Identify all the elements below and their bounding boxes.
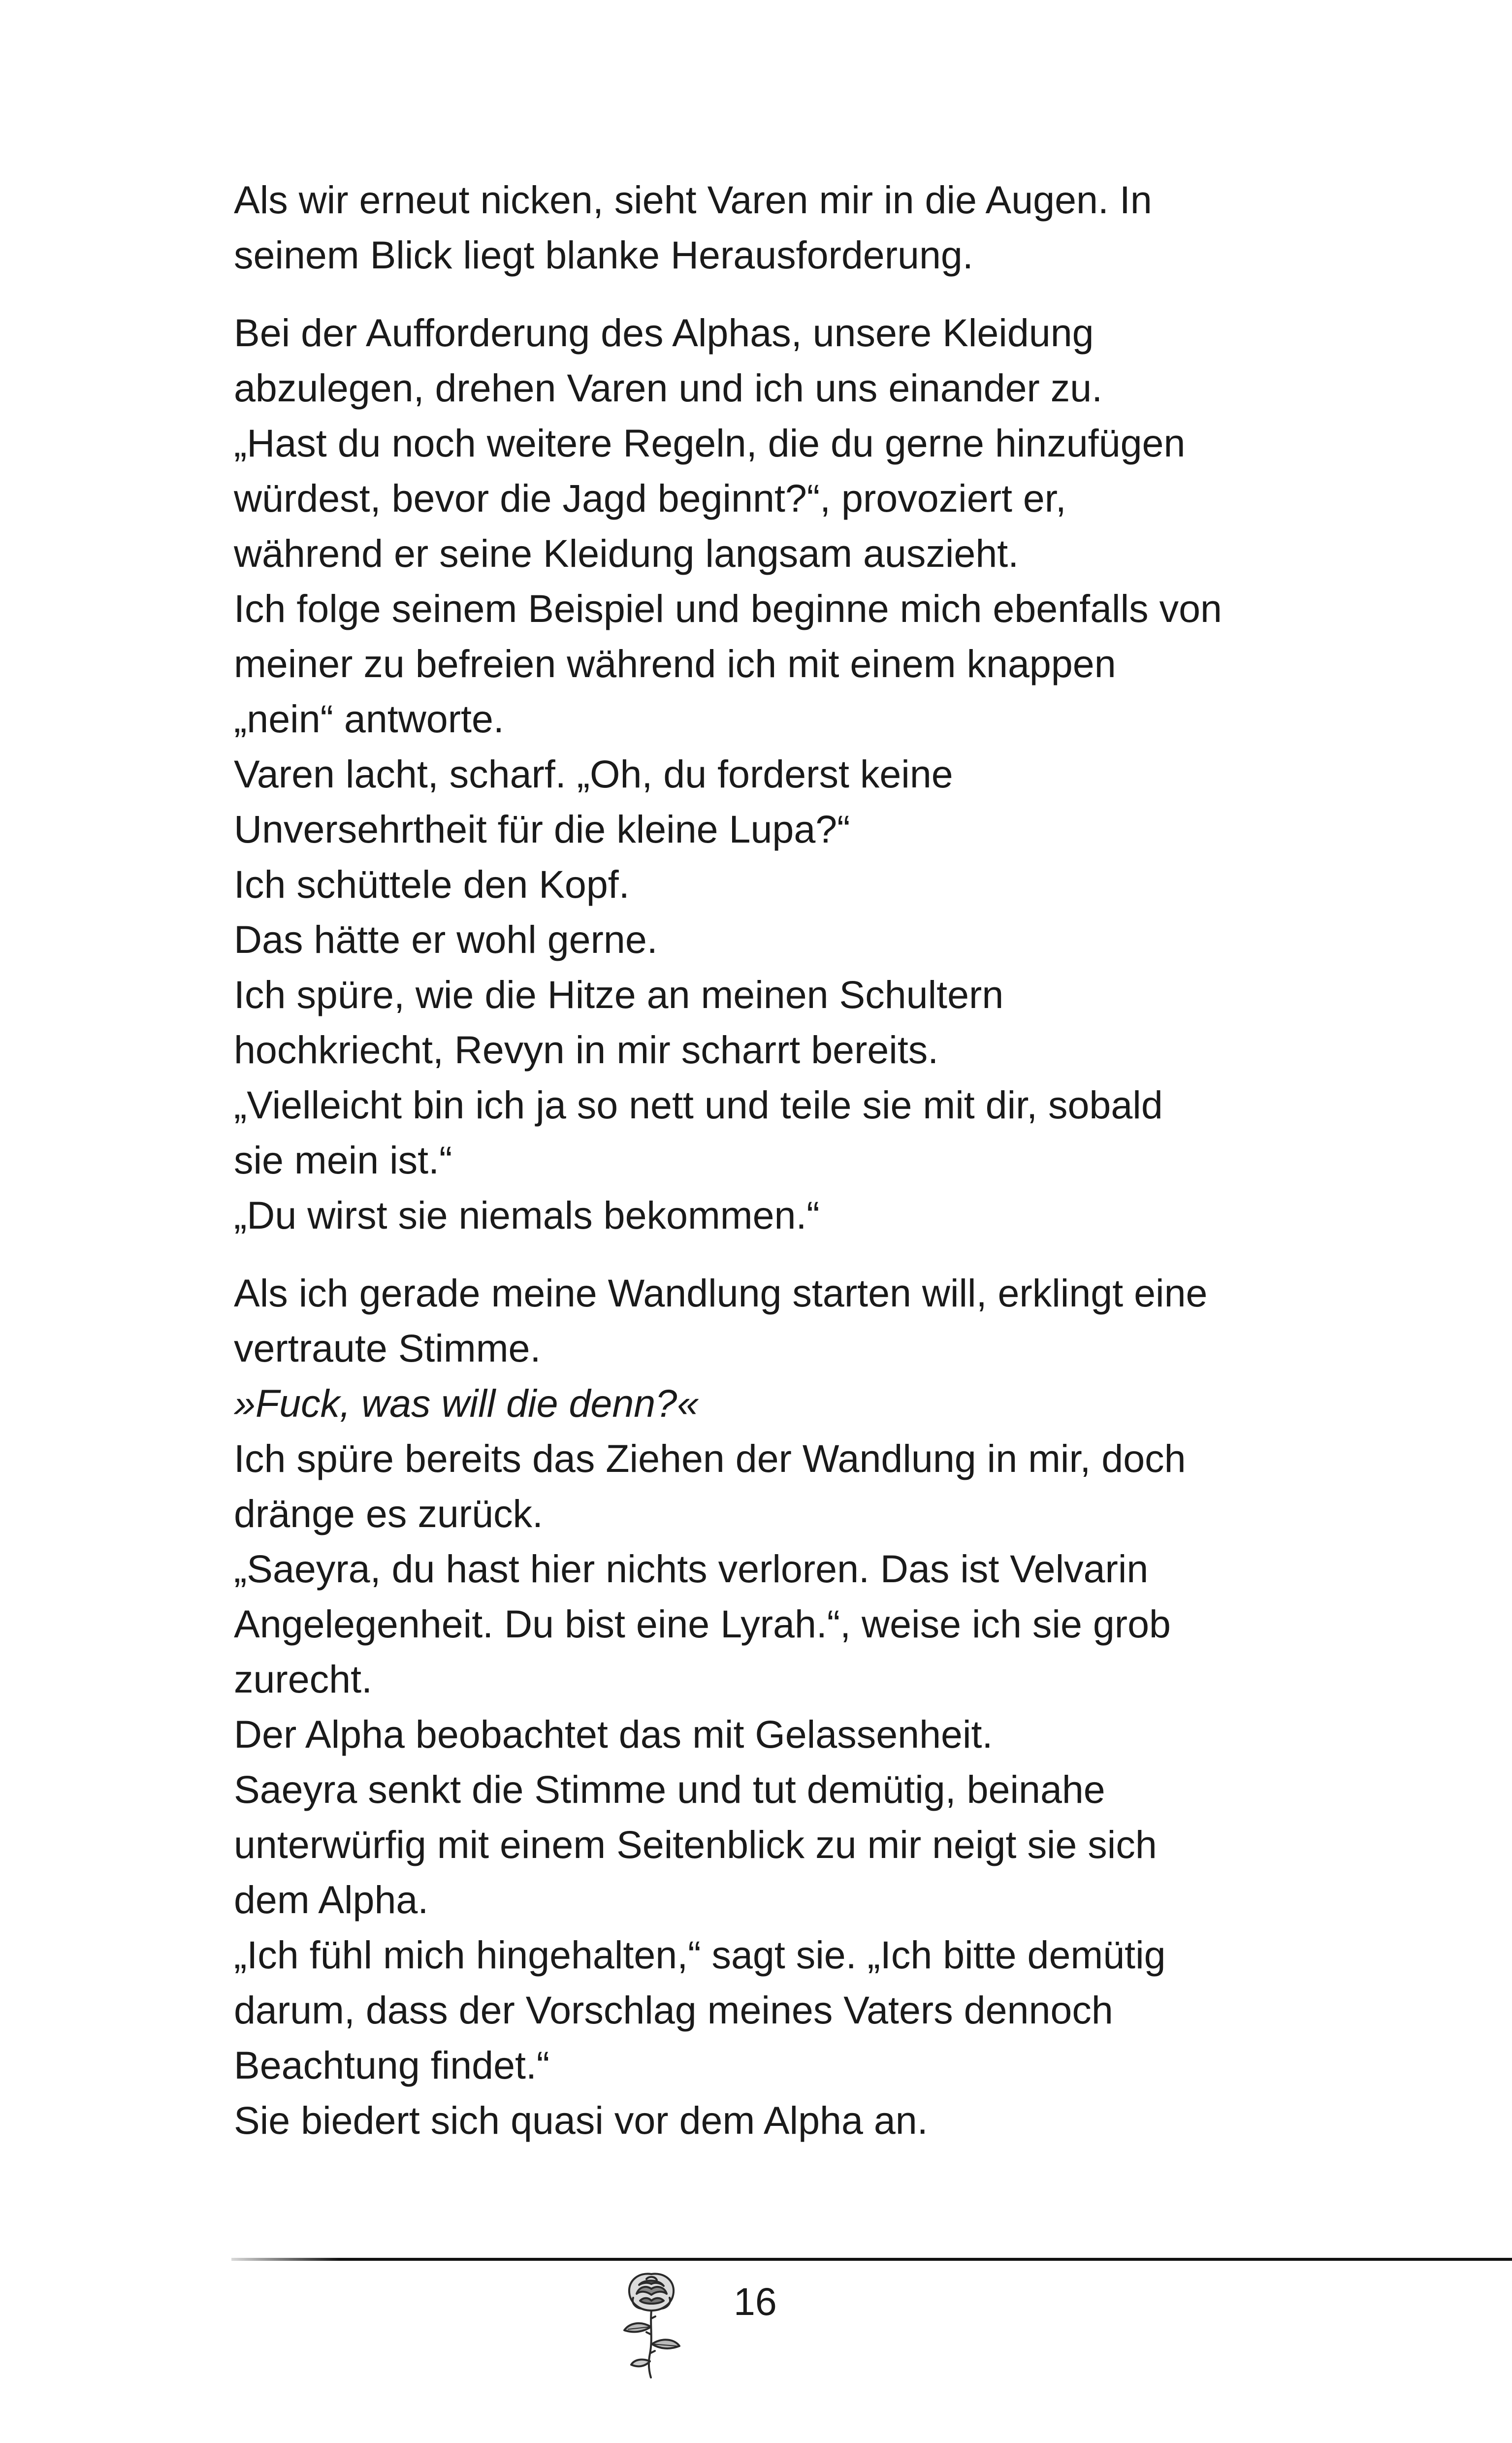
text-line: Saeyra senkt die Stimme und tut demütig, beinahe: [234, 1767, 1105, 1811]
text-line: würdest, bevor die Jagd beginnt?“, provoziert er,: [234, 476, 1066, 520]
page-number: 16: [734, 2280, 777, 2323]
text-line: seinem Blick liegt blanke Herausforderung.: [234, 233, 973, 277]
text-line: „Hast du noch weitere Regeln, die du gerne hinzufügen: [234, 421, 1186, 465]
paragraph-3: [234, 1266, 1337, 2148]
text-line: hochkriecht, Revyn in mir scharrt bereits.: [234, 1028, 939, 1072]
text-line: dränge es zurück.: [234, 1492, 543, 1535]
text-line: meiner zu befreien während ich mit einem knappen: [234, 642, 1116, 685]
text-line: vertraute Stimme.: [234, 1326, 541, 1370]
text-line: Beachtung findet.“: [234, 2043, 550, 2087]
text-line: Der Alpha beobachtet das mit Gelassenheit.: [234, 1712, 993, 1756]
text-line: während er seine Kleidung langsam auszieht.: [234, 531, 1019, 575]
paragraph-1: [234, 172, 1337, 283]
footer-divider: [231, 2258, 1512, 2261]
text-line: Unversehrtheit für die kleine Lupa?“: [234, 807, 850, 851]
text-line: unterwürfig mit einem Seitenblick zu mir neigt sie sich: [234, 1823, 1157, 1866]
text-line: Bei der Aufforderung des Alphas, unsere Kleidung: [234, 311, 1094, 355]
text-line: Sie biedert sich quasi vor dem Alpha an.: [234, 2098, 928, 2142]
text-line: darum, dass der Vorschlag meines Vaters dennoch: [234, 1988, 1113, 2032]
text-line: dem Alpha.: [234, 1878, 429, 1922]
text-line: „nein“ antworte.: [234, 697, 504, 741]
thought-line-italic: »Fuck, was will die denn?«: [234, 1381, 699, 1425]
text-line: Als wir erneut nicken, sieht Varen mir in die Augen. In: [234, 178, 1152, 222]
text-line: Angelegenheit. Du bist eine Lyrah.“, weise ich sie grob: [234, 1602, 1171, 1646]
text-line: abzulegen, drehen Varen und ich uns einander zu.: [234, 366, 1103, 410]
text-line: „Saeyra, du hast hier nichts verloren. Das ist Velvarin: [234, 1547, 1149, 1591]
text-line: Das hätte er wohl gerne.: [234, 917, 658, 961]
text-line: Ich schüttele den Kopf.: [234, 862, 630, 906]
text-line: zurecht.: [234, 1657, 373, 1701]
text-line: Ich spüre bereits das Ziehen der Wandlung in mir, doch: [234, 1436, 1186, 1480]
text-line: sie mein ist.“: [234, 1138, 452, 1182]
text-line: Ich folge seinem Beispiel und beginne mich ebenfalls von: [234, 586, 1222, 630]
rose-icon: [610, 2265, 693, 2381]
text-line: „Vielleicht bin ich ja so nett und teile sie mit dir, sobald: [234, 1083, 1163, 1127]
page-body: [234, 172, 1337, 2148]
text-line: Ich spüre, wie die Hitze an meinen Schultern: [234, 973, 1004, 1016]
text-line: Als ich gerade meine Wandlung starten will, erklingt eine: [234, 1271, 1208, 1315]
text-line: „Du wirst sie niemals bekommen.“: [234, 1193, 820, 1237]
text-line: Varen lacht, scharf. „Oh, du forderst keine: [234, 752, 953, 796]
paragraph-2: [234, 305, 1337, 1243]
text-line: „Ich fühl mich hingehalten,“ sagt sie. „Ich bitte demütig: [234, 1933, 1166, 1977]
